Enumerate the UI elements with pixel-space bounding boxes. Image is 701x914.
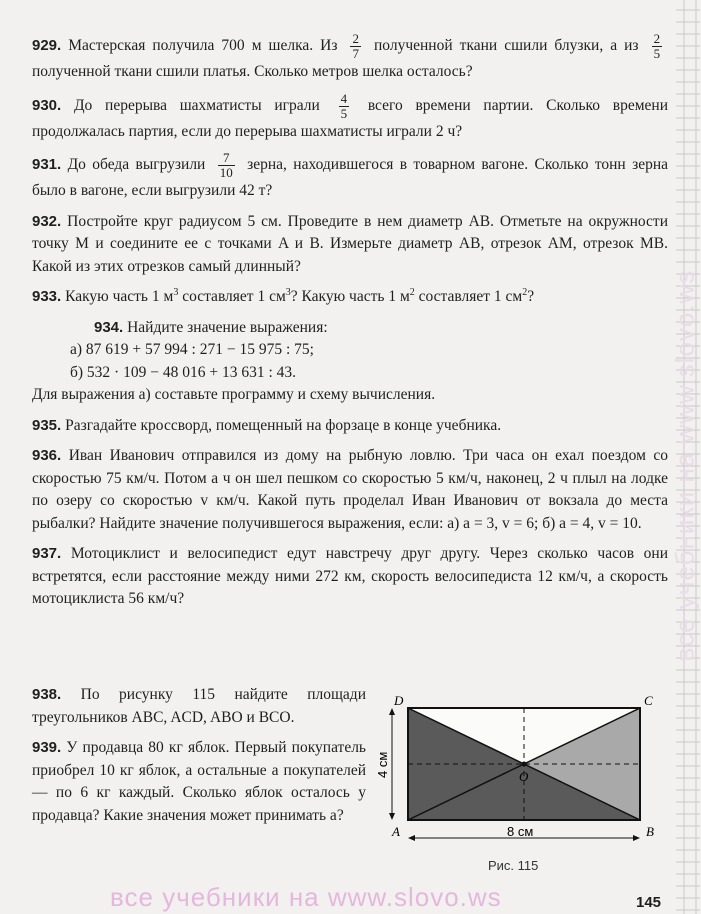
problem-text: зерна, находившегося в товарном вагоне. Сколько тонн зерна было в вагоне, если выгрузили 42 т? — [32, 156, 669, 199]
problem-933 — [32, 286, 668, 309]
problem-929 — [32, 32, 668, 84]
problem-number: 930. — [32, 96, 62, 114]
problem-number: 931. — [32, 156, 62, 174]
dimension-arrow — [389, 813, 395, 820]
problem-number: 932. — [32, 212, 62, 230]
problem-text: полученной ткани сшили платья. Сколько метров шелка осталось? — [32, 63, 473, 80]
problem-text: полученной ткани сшили блузки, а из — [374, 37, 639, 55]
problems-column — [32, 32, 668, 619]
problem-number: 938. — [32, 686, 62, 703]
problem-text: До перерыва шахматисты играли — [73, 96, 320, 114]
problem-935 — [32, 415, 668, 438]
problem-text: Мастерская получила 700 м шелка. Из — [68, 37, 338, 55]
problem-text: Какую часть 1 м — [65, 288, 174, 305]
point-o — [522, 762, 527, 767]
problem-936 — [32, 445, 668, 535]
problem-text: Найдите значение выражения: — [127, 318, 328, 336]
problem-text: Мотоциклист и велосипедист едут навстречу друг другу. Через сколько часов они встретятся, если расстояние между ними 272 км, скорость велосипедиста 12 км/ч, а скорость мотоциклиста 56 км/ч? — [32, 545, 668, 607]
figure-115 — [375, 688, 680, 878]
problem-number: 937. — [32, 545, 62, 562]
vertex-label-d: D — [394, 693, 404, 708]
fraction — [339, 92, 350, 121]
numerator: 2 — [352, 31, 359, 46]
problems-with-figure — [32, 684, 366, 835]
numerator: 2 — [653, 31, 661, 46]
problem-text: составляет 1 см — [182, 288, 286, 305]
denominator: 10 — [219, 165, 233, 180]
problem-text: ? — [527, 288, 535, 305]
dimension-arrow — [408, 835, 415, 841]
vertex-label-o: O — [519, 769, 529, 784]
problem-text: Иван Иванович отправился из дому на рыбную ловлю. Три часа он ехал поездом со скоростью 75 км/ч. Потом a ч он шел пешком со скоростью 5 км/ч, наконец, 2 ч плыл на лодке по озеру со скоростью v км/ч. Какой путь проделал Иван Иванович от вокзала до места рыбалки? Найдите значение получившегося выражения, если: а) a = 3, v = 6; б) a = 4, v = 10. — [32, 447, 669, 532]
problem-938 — [32, 684, 366, 729]
problem-930 — [32, 92, 668, 144]
problem-number: 935. — [32, 416, 62, 434]
problem-number: 939. — [32, 739, 62, 756]
problem-text: ? Какую часть 1 м — [290, 288, 410, 305]
denominator: 5 — [340, 105, 348, 121]
problem-931 — [32, 151, 668, 203]
height-label: 4 см — [375, 751, 390, 778]
problem-number: 936. — [32, 447, 62, 464]
problem-937 — [32, 543, 668, 611]
dimension-arrow — [633, 835, 640, 841]
watermark: все учебники на www.slovo.ws — [110, 882, 502, 912]
problem-939 — [32, 737, 366, 827]
denominator: 5 — [653, 46, 661, 61]
problem-934 — [32, 317, 668, 407]
figure-caption: Рис. 115 — [488, 858, 539, 873]
exponent: 2 — [522, 286, 528, 298]
dimension-arrow — [389, 708, 395, 715]
width-label: 8 см — [507, 824, 534, 839]
problem-task: Для выражения а) составьте программу и схему вычисления. — [32, 386, 436, 403]
expression-a: а) 87 619 + 57 994 : 271 − 15 975 : 75; — [70, 341, 314, 358]
problem-text: составляет 1 см — [418, 288, 523, 305]
problem-932 — [32, 211, 668, 279]
problem-text: По рисунку 115 найдите площади треугольников ABC, ACD, ABO и BCO. — [32, 686, 366, 726]
side-watermark: все учебники на www.slovo.ws — [669, 269, 700, 662]
vertex-label-c: C — [644, 693, 653, 708]
problem-number: 933. — [32, 288, 62, 305]
problem-number: 934. — [94, 318, 124, 336]
vertex-label-a: A — [392, 824, 400, 839]
problem-text: всего времени партии. Сколько времени продолжалась партия, если до перерыва шахматисты играли 2 ч? — [32, 96, 669, 140]
page-number: 145 — [636, 894, 662, 911]
problem-heading — [32, 317, 668, 340]
vertex-label-b: B — [646, 824, 654, 839]
fraction — [218, 151, 235, 180]
denominator: 7 — [352, 46, 359, 61]
problem-text: До обеда выгрузили — [67, 156, 206, 174]
expression-b: б) 532 · 109 − 48 016 + 13 631 : 43. — [70, 363, 296, 381]
exponent: 3 — [285, 286, 291, 298]
fraction — [350, 32, 361, 61]
exponent: 2 — [409, 286, 415, 298]
exponent: 3 — [173, 286, 179, 298]
fraction — [652, 32, 663, 61]
problem-text: У продавца 80 кг яблок. Первый покупатель приобрел 10 кг яблок, а остальные a покупателей — по 6 кг каждый. Сколько яблок осталось у продавца? Какие значения может принимать a? — [32, 739, 367, 824]
numerator: 7 — [218, 151, 235, 166]
numerator: 4 — [340, 90, 348, 106]
problem-number: 929. — [32, 37, 62, 55]
problem-text: Разгадайте кроссворд, помещенный на форзаце в конце учебника. — [65, 416, 502, 434]
problem-text: Постройте круг радиусом 5 см. Проведите в нем диаметр AB. Отметьте на окружности точку M и соедините ее с точками A и B. Измерьте диаметр AB, отрезок AM, отрезок MB. Какой из этих отрезков самый длинный? — [32, 212, 668, 275]
